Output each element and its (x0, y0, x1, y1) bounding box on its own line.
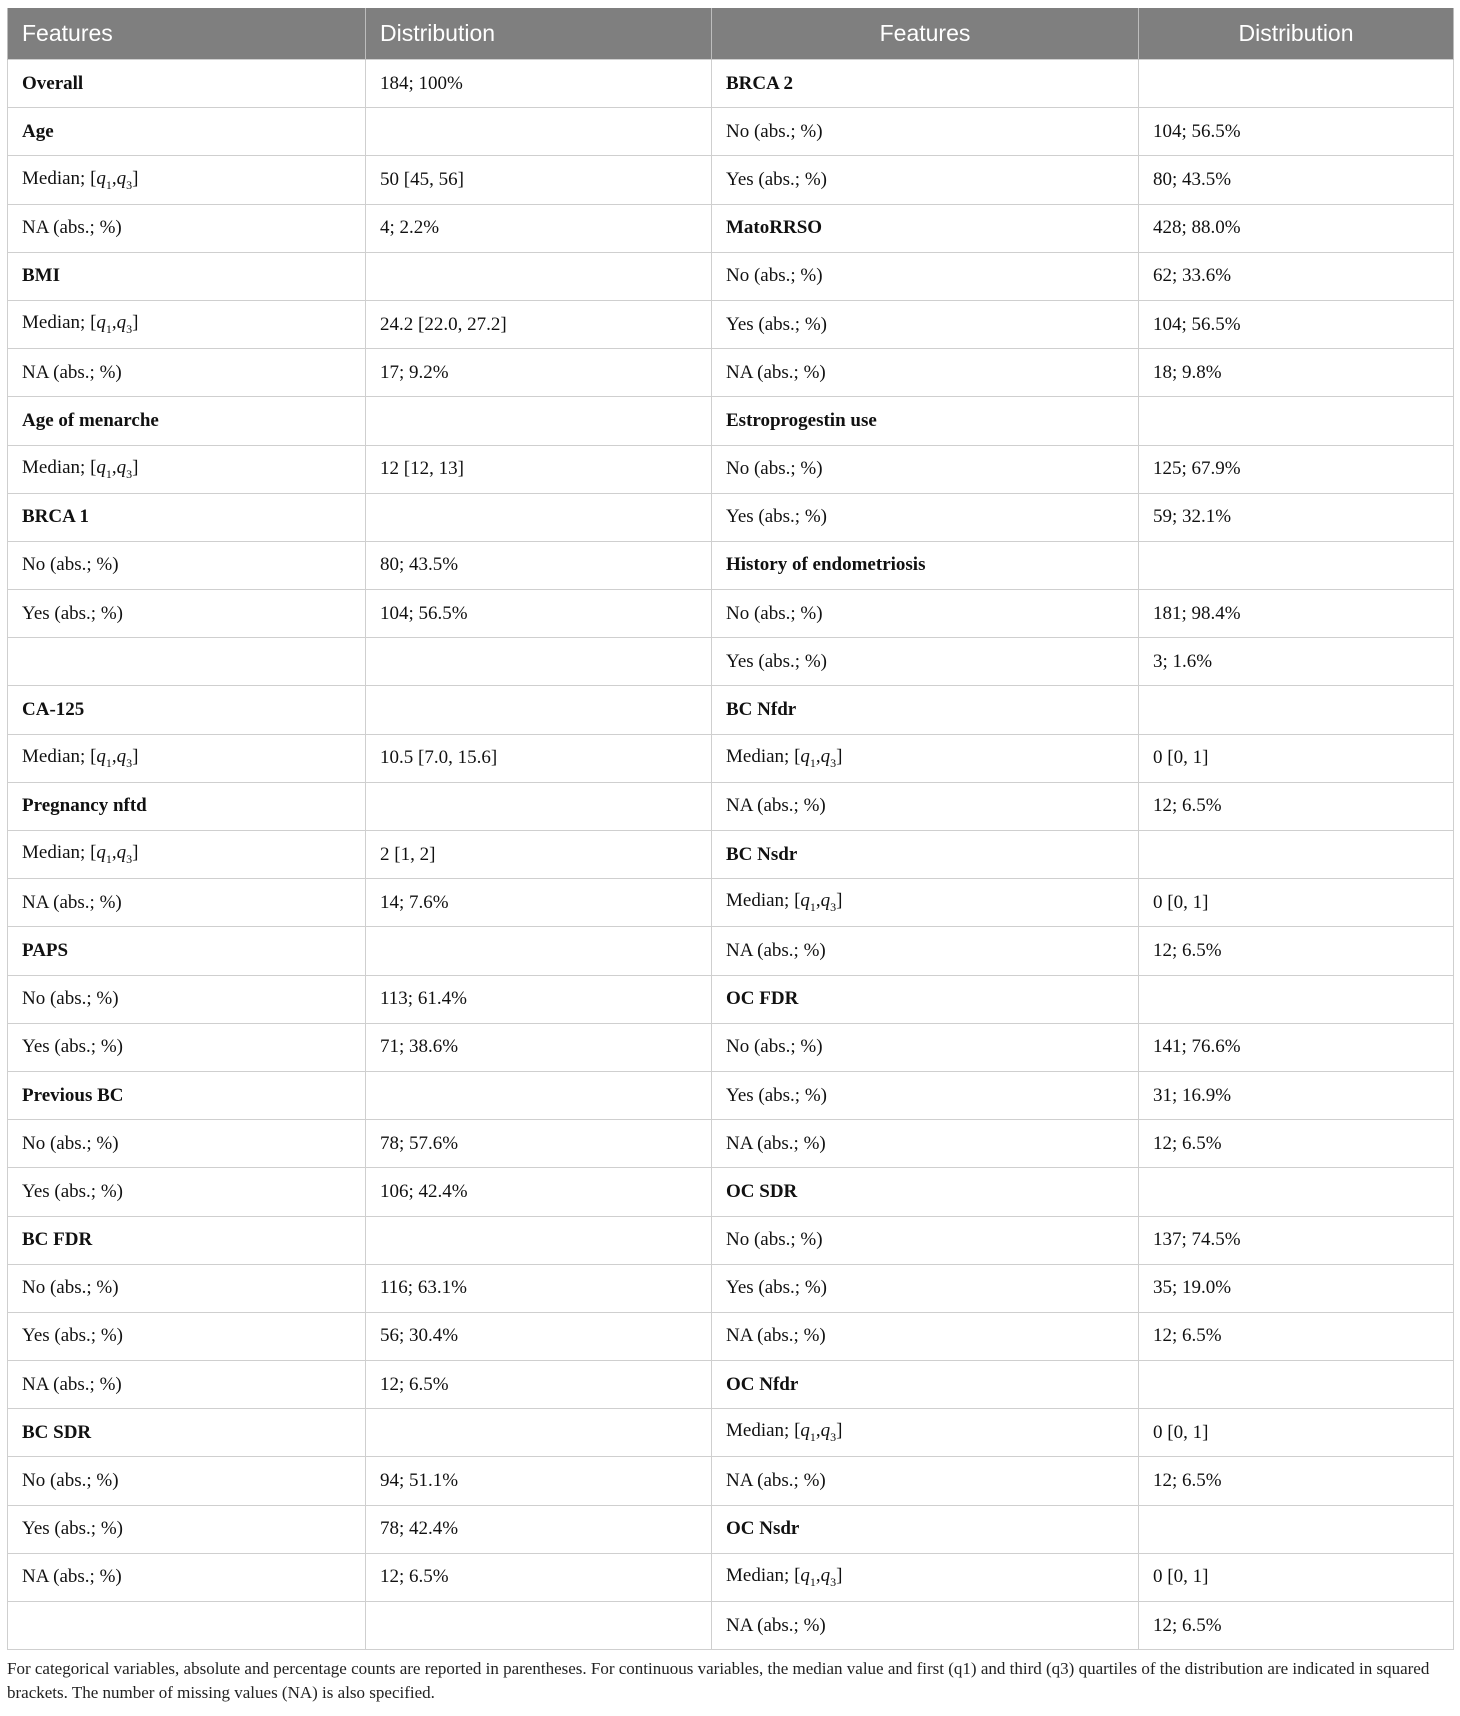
feature-cell: Yes (abs.; %) (8, 1312, 366, 1360)
feature-cell: NA (abs.; %) (712, 782, 1139, 830)
distribution-cell: 106; 42.4% (366, 1168, 712, 1216)
feature-cell: OC Nfdr (712, 1361, 1139, 1409)
feature-cell: Yes (abs.; %) (712, 1264, 1139, 1312)
feature-cell: Median; $[q_1,q_3]$ (8, 445, 366, 493)
distribution-cell (1139, 541, 1454, 589)
feature-cell: NA (abs.; %) (8, 879, 366, 927)
table-row (8, 493, 1454, 541)
distribution-cell: 62; 33.6% (1139, 252, 1454, 300)
distribution-cell (366, 1071, 712, 1119)
feature-cell: No (abs.; %) (8, 541, 366, 589)
feature-cell: Yes (abs.; %) (8, 1505, 366, 1553)
distribution-cell: 0 [0, 1] (1139, 1409, 1454, 1457)
distribution-cell: 0 [0, 1] (1139, 1553, 1454, 1601)
distribution-cell (1139, 975, 1454, 1023)
feature-cell (8, 1602, 366, 1650)
distribution-cell: 2 [1, 2] (366, 831, 712, 879)
feature-cell: BC SDR (8, 1409, 366, 1457)
feature-cell: Yes (abs.; %) (8, 1168, 366, 1216)
table-row (8, 60, 1454, 108)
header-distribution-right: Distribution (1139, 8, 1454, 60)
distribution-cell (1139, 686, 1454, 734)
distribution-cell: 116; 63.1% (366, 1264, 712, 1312)
table-row (8, 1312, 1454, 1360)
table-row (8, 1216, 1454, 1264)
distribution-cell: 18; 9.8% (1139, 349, 1454, 397)
table-row (8, 1457, 1454, 1505)
distribution-cell (1139, 397, 1454, 445)
distribution-cell: 10.5 [7.0, 15.6] (366, 734, 712, 782)
distribution-cell: 78; 42.4% (366, 1505, 712, 1553)
table-row (8, 1168, 1454, 1216)
distribution-cell: 184; 100% (366, 60, 712, 108)
distribution-cell (1139, 60, 1454, 108)
feature-cell: BC FDR (8, 1216, 366, 1264)
distribution-cell: 0 [0, 1] (1139, 734, 1454, 782)
distribution-cell (366, 1216, 712, 1264)
distribution-cell: 31; 16.9% (1139, 1071, 1454, 1119)
table-row (8, 734, 1454, 782)
distribution-cell: 94; 51.1% (366, 1457, 712, 1505)
table-row (8, 300, 1454, 348)
feature-cell: No (abs.; %) (8, 1264, 366, 1312)
feature-cell: Yes (abs.; %) (8, 590, 366, 638)
feature-cell: Median; $[q_1,q_3]$ (712, 879, 1139, 927)
feature-cell: NA (abs.; %) (8, 349, 366, 397)
feature-cell: Yes (abs.; %) (8, 1023, 366, 1071)
feature-cell: Estroprogestin use (712, 397, 1139, 445)
feature-cell: Yes (abs.; %) (712, 638, 1139, 686)
feature-cell: Median; $[q_1,q_3]$ (712, 1409, 1139, 1457)
table-footnote: For categorical variables, absolute and percentage counts are reported in parentheses. For continuous variables, the median value and first (q1) and third (q3) quartiles of the distribution are indicated in squared brackets. The number of missing values (NA) is also specified. (7, 1659, 1430, 1702)
distribution-cell (366, 1409, 712, 1457)
feature-cell: MatoRRSO (712, 204, 1139, 252)
feature-cell: Yes (abs.; %) (712, 1071, 1139, 1119)
distribution-cell (1139, 1168, 1454, 1216)
feature-cell: No (abs.; %) (712, 1216, 1139, 1264)
distribution-cell: 17; 9.2% (366, 349, 712, 397)
feature-cell: No (abs.; %) (712, 1023, 1139, 1071)
table-row (8, 204, 1454, 252)
feature-cell: NA (abs.; %) (8, 1361, 366, 1409)
distribution-cell: 141; 76.6% (1139, 1023, 1454, 1071)
feature-cell: BMI (8, 252, 366, 300)
feature-cell: Age (8, 108, 366, 156)
feature-cell: PAPS (8, 927, 366, 975)
feature-cell: NA (abs.; %) (8, 204, 366, 252)
feature-cell: No (abs.; %) (8, 975, 366, 1023)
distribution-cell: 428; 88.0% (1139, 204, 1454, 252)
feature-cell: Median; $[q_1,q_3]$ (712, 1553, 1139, 1601)
table-row (8, 541, 1454, 589)
distribution-cell: 113; 61.4% (366, 975, 712, 1023)
feature-cell: Median; $[q_1,q_3]$ (8, 300, 366, 348)
distribution-cell: 12; 6.5% (366, 1553, 712, 1601)
feature-cell: No (abs.; %) (712, 590, 1139, 638)
distribution-cell (366, 397, 712, 445)
table-row (8, 1505, 1454, 1553)
header-distribution-left: Distribution (366, 8, 712, 60)
feature-cell: BRCA 2 (712, 60, 1139, 108)
distribution-cell: 50 [45, 56] (366, 156, 712, 204)
header-features-left: Features (8, 8, 366, 60)
feature-cell: Previous BC (8, 1071, 366, 1119)
feature-cell: OC FDR (712, 975, 1139, 1023)
table-row (8, 156, 1454, 204)
table-row (8, 1071, 1454, 1119)
distribution-cell: 12; 6.5% (1139, 782, 1454, 830)
distribution-cell: 71; 38.6% (366, 1023, 712, 1071)
distribution-cell: 12; 6.5% (1139, 927, 1454, 975)
distribution-cell (366, 108, 712, 156)
table-row (8, 349, 1454, 397)
feature-cell: Median; $[q_1,q_3]$ (8, 734, 366, 782)
table-row (8, 879, 1454, 927)
feature-cell: No (abs.; %) (712, 252, 1139, 300)
feature-cell: Median; $[q_1,q_3]$ (712, 734, 1139, 782)
table-row (8, 975, 1454, 1023)
feature-cell: History of endometriosis (712, 541, 1139, 589)
feature-cell: Pregnancy nftd (8, 782, 366, 830)
distribution-cell (366, 927, 712, 975)
table-row (8, 397, 1454, 445)
distribution-cell (1139, 1361, 1454, 1409)
distribution-cell (366, 638, 712, 686)
feature-cell: Overall (8, 60, 366, 108)
distribution-cell: 56; 30.4% (366, 1312, 712, 1360)
distribution-cell: 3; 1.6% (1139, 638, 1454, 686)
distribution-cell: 104; 56.5% (366, 590, 712, 638)
feature-cell: No (abs.; %) (712, 445, 1139, 493)
feature-cell: Yes (abs.; %) (712, 493, 1139, 541)
distribution-cell: 0 [0, 1] (1139, 879, 1454, 927)
distribution-cell: 14; 7.6% (366, 879, 712, 927)
feature-cell: Median; $[q_1,q_3]$ (8, 831, 366, 879)
header-row (8, 8, 1454, 60)
table-row (8, 927, 1454, 975)
distribution-cell (366, 493, 712, 541)
distribution-cell: 12; 6.5% (1139, 1312, 1454, 1360)
table-row (8, 782, 1454, 830)
table-row (8, 108, 1454, 156)
distribution-cell: 12; 6.5% (1139, 1602, 1454, 1650)
feature-cell: NA (abs.; %) (712, 927, 1139, 975)
distribution-cell (366, 782, 712, 830)
feature-cell: OC SDR (712, 1168, 1139, 1216)
distribution-cell: 137; 74.5% (1139, 1216, 1454, 1264)
distribution-cell (366, 686, 712, 734)
distribution-cell: 59; 32.1% (1139, 493, 1454, 541)
feature-cell: CA-125 (8, 686, 366, 734)
table-container (7, 8, 1453, 1650)
distribution-cell: 80; 43.5% (366, 541, 712, 589)
distribution-cell: 12; 6.5% (366, 1361, 712, 1409)
feature-cell: Median; $[q_1,q_3]$ (8, 156, 366, 204)
table-row (8, 1553, 1454, 1601)
feature-cell: No (abs.; %) (712, 108, 1139, 156)
distribution-cell: 12; 6.5% (1139, 1120, 1454, 1168)
feature-cell: NA (abs.; %) (712, 1457, 1139, 1505)
distribution-cell (1139, 1505, 1454, 1553)
table-row (8, 252, 1454, 300)
distribution-cell: 24.2 [22.0, 27.2] (366, 300, 712, 348)
distribution-cell: 12; 6.5% (1139, 1457, 1454, 1505)
header-features-right: Features (712, 8, 1139, 60)
distribution-cell: 35; 19.0% (1139, 1264, 1454, 1312)
feature-cell: No (abs.; %) (8, 1120, 366, 1168)
table-row (8, 445, 1454, 493)
table-row (8, 1361, 1454, 1409)
feature-cell: OC Nsdr (712, 1505, 1139, 1553)
table-row (8, 1120, 1454, 1168)
distribution-cell: 78; 57.6% (366, 1120, 712, 1168)
distribution-cell: 12 [12, 13] (366, 445, 712, 493)
feature-cell: NA (abs.; %) (712, 1120, 1139, 1168)
feature-cell: BC Nsdr (712, 831, 1139, 879)
distribution-cell: 104; 56.5% (1139, 300, 1454, 348)
distribution-cell (366, 252, 712, 300)
feature-cell: NA (abs.; %) (8, 1553, 366, 1601)
feature-cell: Yes (abs.; %) (712, 300, 1139, 348)
feature-cell: NA (abs.; %) (712, 349, 1139, 397)
feature-cell: BC Nfdr (712, 686, 1139, 734)
distribution-cell (366, 1602, 712, 1650)
table-row (8, 1602, 1454, 1650)
table-row (8, 1409, 1454, 1457)
table-row (8, 590, 1454, 638)
distribution-cell (1139, 831, 1454, 879)
feature-cell: NA (abs.; %) (712, 1602, 1139, 1650)
distribution-cell: 181; 98.4% (1139, 590, 1454, 638)
feature-cell (8, 638, 366, 686)
table-body (8, 60, 1454, 1650)
feature-cell: NA (abs.; %) (712, 1312, 1139, 1360)
distribution-cell: 80; 43.5% (1139, 156, 1454, 204)
feature-cell: No (abs.; %) (8, 1457, 366, 1505)
table-row (8, 1023, 1454, 1071)
distribution-cell: 125; 67.9% (1139, 445, 1454, 493)
table-row (8, 1264, 1454, 1312)
feature-cell: BRCA 1 (8, 493, 366, 541)
table-row (8, 686, 1454, 734)
feature-cell: Yes (abs.; %) (712, 156, 1139, 204)
distribution-cell: 104; 56.5% (1139, 108, 1454, 156)
distribution-cell: 4; 2.2% (366, 204, 712, 252)
table-row (8, 831, 1454, 879)
features-distribution-table (7, 8, 1454, 1650)
table-row (8, 638, 1454, 686)
feature-cell: Age of menarche (8, 397, 366, 445)
